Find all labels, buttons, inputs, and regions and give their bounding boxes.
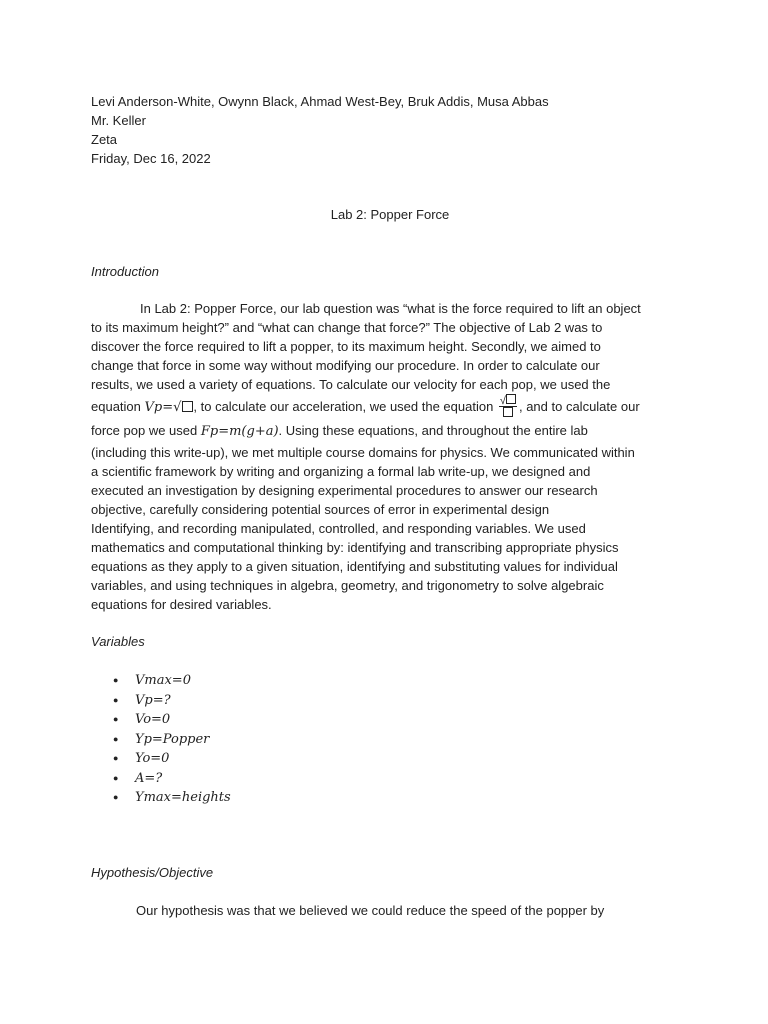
- bullet-icon: ●: [113, 792, 119, 802]
- list-item: [113, 670, 231, 690]
- intro-line: variables, and using techniques in algebra, geometry, and trigonometry to solve algebraic: [91, 578, 604, 593]
- bullet-icon: ●: [113, 694, 119, 705]
- intro-line: [91, 394, 691, 419]
- intro-text: force pop we used: [91, 423, 201, 438]
- introduction-paragraph: [91, 299, 691, 614]
- list-item: [113, 690, 231, 710]
- sqrt-symbol: √: [499, 395, 506, 407]
- authors-line: Levi Anderson-White, Owynn Black, Ahmad West-Bey, Bruk Addis, Musa Abbas: [91, 94, 549, 109]
- variable-value: A=?: [135, 770, 163, 786]
- variable-value: Ymax=heights: [135, 790, 231, 805]
- intro-line: to its maximum height?” and “what can change that force?” The objective of Lab 2 was to: [91, 320, 603, 335]
- intro-line: objective, carefully considering potential sources of error in experimental design: [91, 502, 550, 517]
- list-item: [113, 709, 231, 729]
- list-item: [113, 748, 231, 768]
- acceleration-equation: [499, 394, 517, 419]
- variables-list: [113, 670, 231, 807]
- intro-line: change that force in some way without modifying our procedure. In order to calculate our: [91, 358, 600, 373]
- hypothesis-paragraph: [91, 901, 691, 920]
- variable-value: Yo=0: [135, 751, 170, 766]
- bullet-icon: ●: [113, 675, 119, 685]
- intro-line: equations as they apply to a given situation, identifying and substituting values for individual: [91, 559, 618, 574]
- class-line: Zeta: [91, 132, 118, 147]
- document-title: Lab 2: Popper Force: [330, 207, 450, 222]
- list-item: [113, 729, 231, 749]
- intro-line: results, we used a variety of equations. To calculate our velocity for each pop, we used the: [91, 377, 611, 392]
- intro-line: Identifying, and recording manipulated, controlled, and responding variables. We used: [91, 521, 586, 536]
- placeholder-box-icon: [182, 401, 193, 412]
- intro-text: , and to calculate our: [518, 399, 640, 414]
- intro-line: executed an investigation by designing experimental procedures to answer our research: [91, 483, 598, 498]
- hypothesis-heading: Hypothesis/Objective: [91, 865, 214, 880]
- date-line: Friday, Dec 16, 2022: [91, 151, 211, 166]
- intro-line: a scientific framework by writing and organizing a formal lab write-up, we designed and: [91, 464, 591, 479]
- intro-line: equations for desired variables.: [91, 597, 272, 612]
- intro-text: , to calculate our acceleration, we used the equation: [193, 399, 497, 414]
- variable-value: Vo=0: [135, 712, 171, 727]
- list-item: [113, 787, 231, 807]
- variable-value: Vp=?: [135, 692, 171, 708]
- bullet-icon: ●: [113, 714, 119, 724]
- variable-value: Yp=Popper: [135, 731, 210, 747]
- bullet-icon: ●: [113, 753, 119, 763]
- teacher-line: Mr. Keller: [91, 113, 146, 128]
- intro-line: (including this write-up), we met multiple course domains for physics. We communicated within: [91, 445, 635, 460]
- intro-line: mathematics and computational thinking by: identifying and transcribing appropriate physics: [91, 540, 619, 555]
- hypothesis-line: Our hypothesis was that we believed we could reduce the speed of the popper by: [136, 903, 605, 918]
- velocity-equation: Vp=√: [144, 400, 182, 415]
- intro-line: [91, 419, 691, 443]
- intro-line: In Lab 2: Popper Force, our lab question was “what is the force required to lift an object: [140, 301, 641, 316]
- introduction-heading: Introduction: [91, 264, 159, 279]
- variable-value: Vmax=0: [135, 673, 191, 688]
- placeholder-box-icon: [503, 407, 513, 417]
- variables-heading: Variables: [91, 634, 145, 649]
- list-item: [113, 768, 231, 788]
- intro-text: equation: [91, 399, 145, 414]
- intro-line: discover the force required to lift a popper, to its maximum height. Secondly, we aimed to: [91, 339, 601, 354]
- intro-text: . Using these equations, and throughout the entire lab: [278, 423, 588, 438]
- placeholder-box-icon: [506, 394, 516, 404]
- force-equation: Fp=m(g+a): [200, 424, 279, 439]
- header-block: [91, 92, 549, 168]
- bullet-icon: ●: [113, 772, 119, 783]
- bullet-icon: ●: [113, 733, 119, 744]
